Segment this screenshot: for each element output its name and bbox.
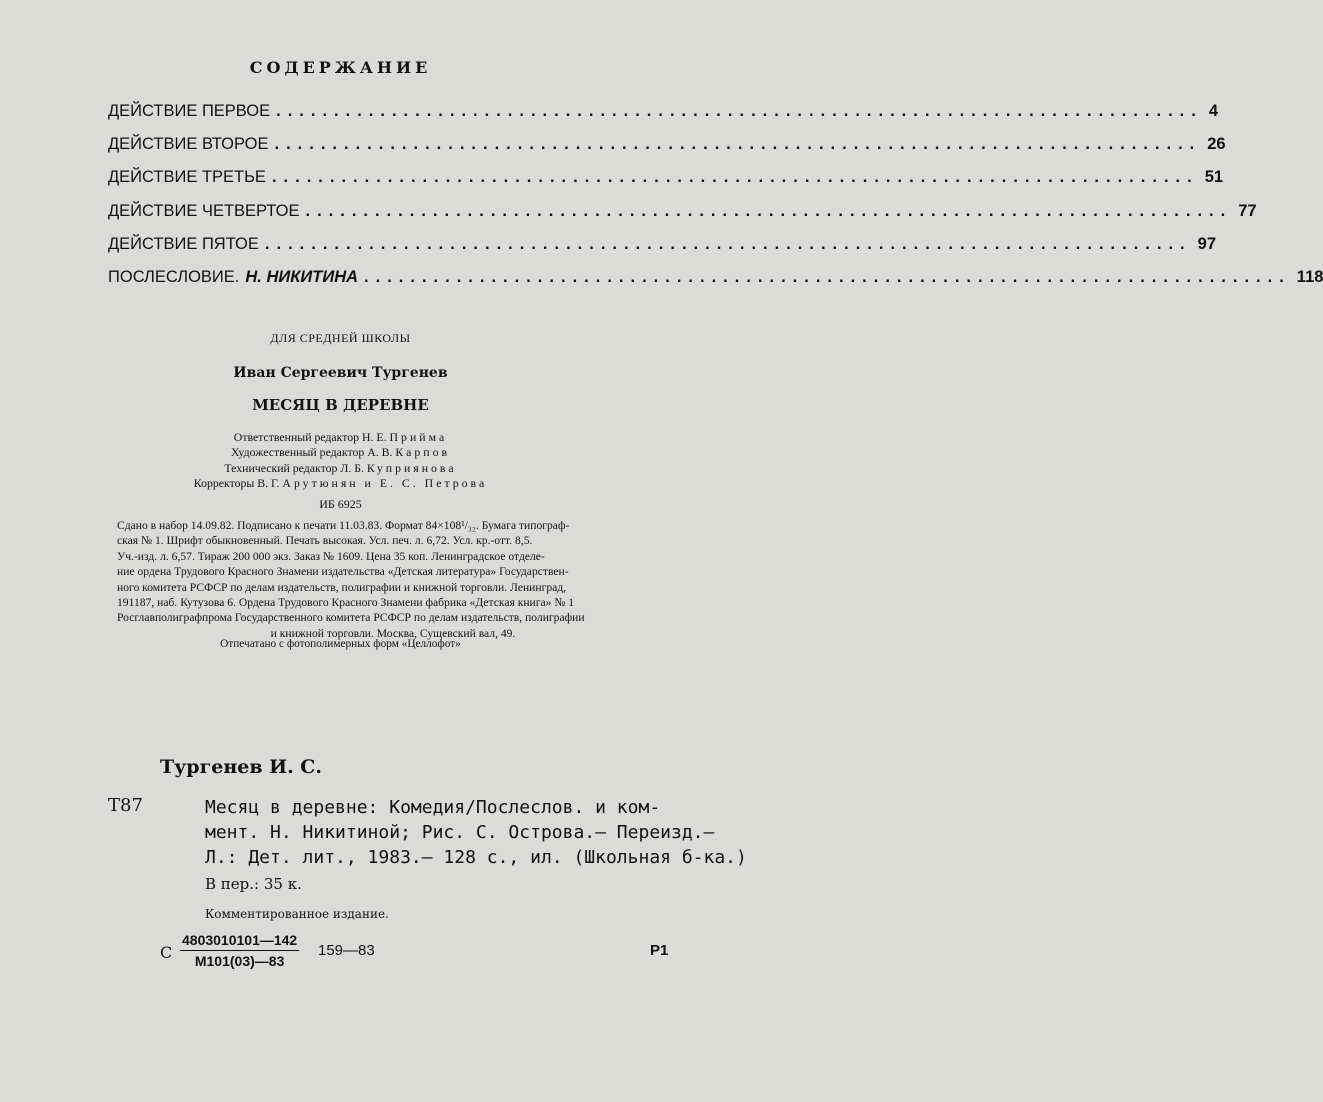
- index-letter: С: [160, 943, 173, 962]
- book-author: Иван Сергеевич Тургенев: [233, 365, 448, 381]
- toc-entry-label: ДЕЙСТВИЕ ПЕРВОЕ: [108, 102, 271, 120]
- ib-number: ИБ 6925: [319, 497, 362, 511]
- toc-entry-label: ПОСЛЕСЛОВИЕ.: [108, 267, 240, 286]
- toc-entry-label: ДЕЙСТВИЕ ПЯТОЕ: [108, 234, 259, 253]
- credit-line: [0, 461, 681, 476]
- toc-entry: [108, 234, 1217, 268]
- toc-entry-label: ДЕЙСТВИЕ ТРЕТЬЕ: [108, 168, 266, 187]
- card-description-line: Месяц в деревне: Комедия/Послеслов. и ком-: [205, 797, 661, 818]
- fraction-numerator: 4803010101—142: [180, 931, 299, 951]
- toc-entry: [108, 102, 1219, 135]
- dot-leader: ................................................................................: [274, 135, 1202, 154]
- imprint-line: Росглавполиграфпрома Государственного комитета РСФСР по делам издательств, полиграфии: [117, 611, 585, 625]
- credit-name: Куприянова: [366, 460, 457, 475]
- dot-leader: ................................................................................: [271, 168, 1199, 187]
- toc-entry-page: 51: [1204, 168, 1224, 187]
- toc-entry-page: 26: [1207, 135, 1226, 154]
- imprint-line: и книжной торговли. Москва, Сущевский вал, 49.: [270, 626, 516, 640]
- toc-entry: [108, 168, 1224, 201]
- credit-line: [0, 476, 681, 491]
- toc-entry-page: 77: [1238, 201, 1257, 220]
- imprint-line: Сдано в набор 14.09.82. Подписано к печати 11.03.83. Формат 84×108¹/₃₂. Бумага типограф-: [117, 519, 570, 532]
- toc-entry-page: 118: [1296, 267, 1323, 286]
- classification-code: Р1: [650, 942, 669, 959]
- toc-entry: [108, 201, 1257, 235]
- fraction-denominator: М101(03)—83: [194, 953, 285, 969]
- credit-role: Ответственный редактор Н. Е.: [233, 430, 387, 444]
- index-fraction: [180, 931, 299, 972]
- imprint-line: ного комитета РСФСР по делам издательств, полиграфии и книжной торговли. Ленинград,: [117, 580, 567, 594]
- dot-leader: ................................................................................: [364, 267, 1291, 286]
- imprint-line: 191187, наб. Кутузова 6. Ордена Трудового Красного Знамени фабрика «Детская книга» № 1: [117, 596, 575, 610]
- toc-entry-label: ДЕЙСТВИЕ ЧЕТВЕРТОЕ: [108, 201, 300, 220]
- toc-entry: [108, 267, 1323, 301]
- index-tail: 159—83: [318, 942, 375, 959]
- dot-leader: ................................................................................: [305, 201, 1233, 220]
- credit-role: Художественный редактор А. В.: [230, 445, 393, 460]
- card-description-line: мент. Н. Никитиной; Рис. С. Острова.— Переизд.—: [205, 822, 715, 843]
- dot-leader: ................................................................................: [276, 102, 1203, 120]
- toc-entry-page: 97: [1197, 234, 1217, 253]
- printed-from: Отпечатано с фотополимерных форм «Целлофот»: [220, 638, 461, 650]
- table-of-contents: [108, 102, 1323, 301]
- credit-line: [0, 430, 681, 445]
- edition-note: Комментированное издание.: [205, 907, 389, 921]
- card-description: [205, 795, 747, 870]
- credit-name: Арутюнян и Е. С. Петрова: [282, 476, 488, 491]
- card-description-line: Л.: Дет. лит., 1983.— 128 с., ил. (Школьная б-ка.): [205, 847, 747, 868]
- card-author-heading: Тургенев И. С.: [160, 756, 323, 778]
- card-code: Т87: [108, 795, 143, 816]
- dot-leader: ................................................................................: [264, 234, 1192, 253]
- credit-role: Технический редактор Л. Б.: [224, 460, 364, 475]
- toc-entry: [108, 135, 1226, 168]
- credit-role: Корректоры В. Г.: [193, 476, 280, 491]
- toc-entry-author: Н. НИКИТИНА: [245, 267, 359, 286]
- toc-entry-page: 4: [1208, 102, 1219, 120]
- imprint-line: ская № 1. Шрифт обыкновенный. Печать высокая. Усл. печ. л. 6,72. Усл. кр.-отт. 8,5.: [117, 534, 533, 548]
- credits: [0, 430, 681, 492]
- price: В пер.: 35 к.: [205, 875, 302, 893]
- imprint-line: Уч.-изд. л. 6,57. Тираж 200 000 экз. Заказ № 1609. Цена 35 коп. Ленинградское отделе-: [117, 549, 545, 563]
- credit-line: [0, 445, 681, 460]
- credit-name: Карпов: [395, 445, 451, 460]
- imprint-block: [117, 518, 669, 641]
- imprint-line: ние ордена Трудового Красного Знамени издательства «Детская литература» Государствен-: [117, 565, 569, 579]
- toc-entry-label: ДЕЙСТВИЕ ВТОРОЕ: [108, 135, 269, 154]
- contents-title: СОДЕРЖАНИЕ: [249, 58, 432, 77]
- book-title: МЕСЯЦ В ДЕРЕВНЕ: [252, 396, 429, 414]
- series-label: ДЛЯ СРЕДНЕЙ ШКОЛЫ: [270, 331, 411, 345]
- credit-name: Прийма: [389, 430, 448, 444]
